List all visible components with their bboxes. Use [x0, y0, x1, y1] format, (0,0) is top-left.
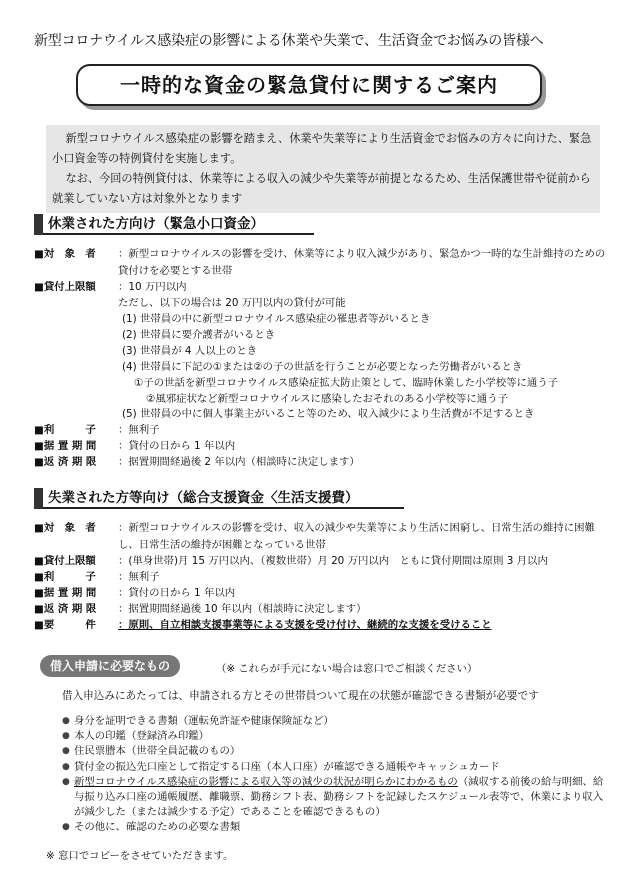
s1-repay-text: ：据置期間経過後 2 年以内（相談時に決定します） — [118, 456, 360, 468]
s2-interest-text: ：無利子 — [118, 571, 160, 583]
s1-case-2: (2) 世帯員に要介護者がいるとき — [122, 329, 276, 341]
section-heading-leave: 休業された方向け（緊急小口資金） — [34, 213, 314, 235]
s1-repay-row — [34, 454, 606, 471]
s1-grace-text: ：貸付の日から 1 年以内 — [118, 440, 236, 452]
s1-target-label: ■対 象 者 — [34, 248, 96, 260]
s1-limit-text: ：10 万円以内 — [118, 281, 187, 293]
required-docs-badge: 借入申請に必要なもの — [40, 655, 180, 677]
s1-subcase-1: ①子の世話を新型コロナウイルス感染症拡大防止策として、臨時休業した小学校等に通う子 — [134, 377, 559, 389]
s1-repay-label: ■返 済 期 限 — [34, 456, 97, 468]
s1-target-row — [34, 246, 606, 279]
s2-requirement-label: ■要 件 — [34, 619, 96, 631]
s2-repay-row — [34, 601, 606, 618]
page-title: 一時的な資金の緊急貸付に関するご案内 — [76, 64, 542, 106]
s1-grace-row — [34, 438, 606, 455]
list-item: ● 貸付金の振込先口座として指定する口座（本人口座）が確認できる通帳やキャッシュカード — [62, 760, 610, 775]
s1-interest-label: ■利 子 — [34, 424, 96, 436]
s2-repay-label: ■返 済 期 限 — [34, 603, 97, 615]
s2-grace-text: ：貸付の日から 1 年以内 — [118, 587, 236, 599]
footer-note: ※ 窓口でコピーをさせていただきます。 — [46, 850, 234, 862]
s1-case-1: (1) 世帯員の中に新型コロナウイルス感染症の罹患者等がいるとき — [122, 313, 431, 325]
list-item — [62, 775, 610, 821]
required-docs-lead: 借入申込みにあたっては、申請される方とその世帯員ついて現在の状態が確認できる書類が必要です — [62, 690, 539, 702]
intro-paragraph-2: なお、今回の特例貸付は、休業等による収入の減少や失業等が前提となるため、生活保護世帯や従前から就業していない方は対象外となります — [52, 172, 591, 205]
section-heading-unemployed: 失業された方等向け（総合支援資金〈生活支援費） — [34, 487, 404, 509]
list-item: ● 身分を証明できる書類（運転免許証や健康保険証など） — [62, 714, 610, 729]
s1-target-text: ：新型コロナウイルスの影響を受け、休業等により収入減少があり、緊急かつ一時的な生計維持のための貸付けを必要とする世帯 — [118, 248, 606, 277]
s1-case-3: (3) 世帯員が 4 人以上のとき — [122, 345, 258, 357]
s2-target-label: ■対 象 者 — [34, 522, 96, 534]
s1-case-5: (5) 世帯員の中に個人事業主がいること等のため、収入減少により生活費が不足するとき — [122, 408, 535, 420]
s2-interest-label: ■利 子 — [34, 571, 96, 583]
s2-requirement-row — [34, 617, 606, 634]
s2-target-row — [34, 520, 606, 553]
required-docs-note: （※ これらが手元にない場合は窓口でご相談ください） — [216, 663, 478, 675]
s1-limit-row — [34, 279, 606, 296]
s2-grace-label: ■据 置 期 間 — [34, 587, 97, 599]
s1-case-4: (4) 世帯員に下記の①または②の子の世話を行うことが必要となった労働者がいるとき — [122, 361, 523, 373]
s2-limit-row — [34, 553, 606, 570]
s1-grace-label: ■据 置 期 間 — [34, 440, 97, 452]
s2-limit-label: ■貸付上限額 — [34, 555, 96, 567]
s2-limit-text: ：(単身世帯)月 15 万円以内、（複数世帯）月 20 万円以内 ともに貸付期間は原則 3 月以内 — [118, 555, 548, 567]
income-proof-detail: （減収する前後の給与明細、給与振り込み口座の通帳履歴、離職票、勤務シフト表、勤務シフトを記録したスケジュール表等で、休業により収入が減少した（または減少する予定）であることを確認できるもの） — [74, 775, 604, 819]
s1-interest-row — [34, 422, 606, 439]
s1-subcase-2: ②風邪症状など新型コロナウイルスに感染したおそれのある小学校等に通う子 — [146, 393, 508, 405]
required-docs-list — [62, 714, 610, 836]
s2-interest-row — [34, 569, 606, 586]
s2-target-text: ：新型コロナウイルスの影響を受け、収入の減少や失業等により生活に困窮し、日常生活の維持に困難し、日常生活の維持が困難となっている世帯 — [118, 522, 595, 551]
income-proof-highlight: 新型コロナウイルス感染症の影響による収入等の減少の状況が明らかにわかるもの — [74, 775, 458, 788]
page-subtitle: 新型コロナウイルス感染症の影響による休業や失業で、生活資金でお悩みの皆様へ — [34, 33, 544, 49]
s1-limit-note: ただし、以下の場合は 20 万円以内の貸付が可能 — [118, 297, 346, 309]
s1-interest-text: ：無利子 — [118, 424, 160, 436]
s1-limit-label: ■貸付上限額 — [34, 281, 96, 293]
s2-repay-text: ：据置期間経過後 10 年以内（相談時に決定します） — [118, 603, 367, 615]
list-item: ● 本人の印鑑（登録済み印鑑） — [62, 729, 610, 744]
intro-paragraph-1: 新型コロナウイルス感染症の影響を踏まえ、休業や失業等により生活資金でお悩みの方々に向けた、緊急小口資金等の特例貸付を実施します。 — [52, 132, 592, 165]
intro-box — [46, 125, 600, 213]
list-item: ● その他に、確認のための必要な書類 — [62, 820, 610, 835]
list-item: ● 住民票謄本（世帯全員記載のもの） — [62, 744, 610, 759]
s2-requirement-text: ：原則、自立相談支援事業等による支援を受け付け、継続的な支援を受けること — [118, 619, 492, 631]
s2-grace-row — [34, 585, 606, 602]
